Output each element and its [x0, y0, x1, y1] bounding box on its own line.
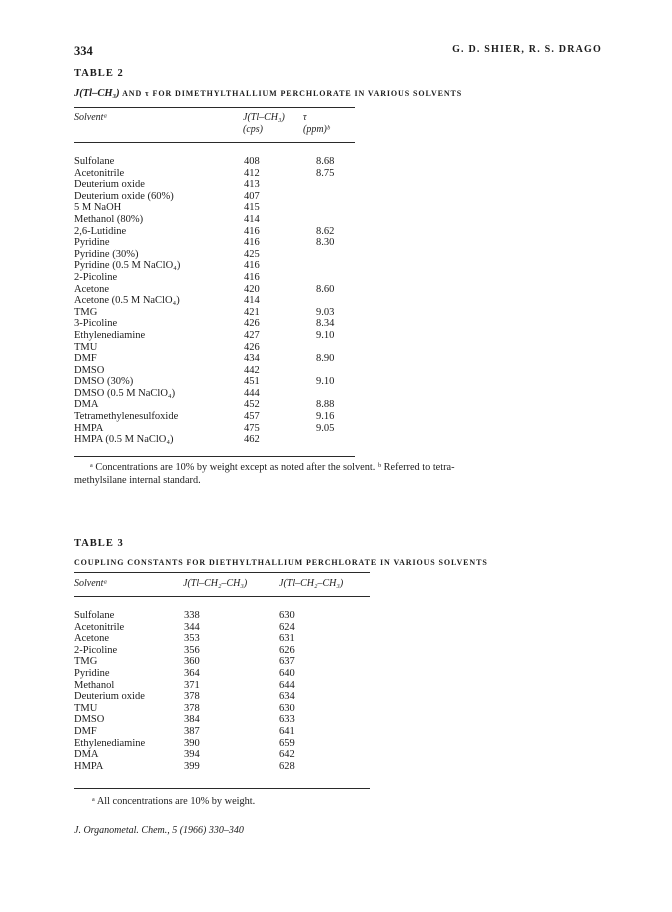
table2-header-coupling	[243, 112, 285, 136]
table2-cell-solvent: Acetone (0.5 M NaClO₄)	[74, 295, 180, 307]
table3-cell-solvent: TMG	[74, 656, 98, 668]
table2-cell-solvent: DMSO	[74, 364, 105, 376]
table3-cell-j1: 387	[184, 725, 200, 737]
table3-cell-solvent: DMF	[74, 725, 97, 737]
journal-citation: J. Organometal. Chem., 5 (1966) 330–340	[74, 825, 244, 836]
table3-cell-j2: 633	[279, 714, 295, 726]
table3-cell-j2: 637	[279, 656, 295, 668]
table2-cell-solvent: DMF	[74, 353, 97, 365]
table2-row	[74, 376, 355, 388]
table3-cell-j1: 360	[184, 656, 200, 668]
table2-cell-j: 414	[244, 213, 260, 225]
table2-body	[74, 156, 355, 446]
table2-row	[74, 272, 355, 284]
table3-cell-solvent: DMA	[74, 749, 99, 761]
table3-cell-j2: 659	[279, 737, 295, 749]
table2-cell-solvent: Pyridine (0.5 M NaClO₄)	[74, 260, 181, 272]
table3-row	[74, 668, 370, 680]
table2-cell-solvent: Acetone	[74, 283, 109, 295]
table2-cell-tau: 8.75	[316, 167, 335, 179]
table2-cell-j: 413	[244, 179, 260, 191]
table2-cell-tau: 9.10	[316, 376, 335, 388]
table2-cell-j: 414	[244, 295, 260, 307]
table2-header-rule	[74, 142, 355, 143]
table2-cell-solvent: TMG	[74, 306, 98, 318]
table2-row	[74, 202, 355, 214]
table3-row	[74, 610, 370, 622]
table3-row	[74, 726, 370, 738]
table2-cell-j: 451	[244, 376, 260, 388]
table3-cell-j2: 640	[279, 667, 295, 679]
table3-row	[74, 761, 370, 773]
table3-header-j1: J(Tl–CH₂–CH₃)	[183, 578, 248, 589]
table2-caption-symbol: J(Tl–CH₃)	[74, 88, 120, 99]
table3-cell-j1: 394	[184, 749, 200, 761]
table3-cell-j1: 378	[184, 691, 200, 703]
table2-header-coupling-name: J(Tl–CH₃)	[243, 112, 285, 123]
table2-cell-solvent: Acetonitrile	[74, 167, 125, 179]
table2-header-tau-unit: (ppm)ᵇ	[303, 124, 330, 135]
table3-header-solvent: Solventᵃ	[74, 578, 108, 589]
table2-cell-solvent: TMU	[74, 341, 98, 353]
table2-cell-j: 416	[244, 225, 260, 237]
table2-row	[74, 330, 355, 342]
table2-cell-tau: 9.16	[316, 411, 335, 423]
table3-cell-solvent: Pyridine	[74, 667, 110, 679]
table3-cell-j1: 353	[184, 633, 200, 645]
table3-caption: COUPLING CONSTANTS FOR DIETHYLTHALLIUM PERCHLORATE IN VARIOUS SOLVENTS	[74, 558, 488, 567]
table2-cell-solvent: DMA	[74, 399, 99, 411]
table2-cell-j: 442	[244, 364, 260, 376]
table2-footnote-line2: methylsilane internal standard.	[74, 474, 201, 486]
table2-cell-j: 416	[244, 237, 260, 249]
table2-cell-j: 426	[244, 341, 260, 353]
table2-cell-j: 434	[244, 353, 260, 365]
table2-cell-tau: 8.68	[316, 156, 335, 167]
table2-row	[74, 399, 355, 411]
table3-cell-j1: 390	[184, 737, 200, 749]
table3-cell-j1: 378	[184, 702, 200, 714]
table2-footnote	[74, 462, 604, 487]
table2-caption-text: AND τ FOR DIMETHYLTHALLIUM PERCHLORATE IN VARIOUS SOLVENTS	[119, 89, 463, 98]
table2-top-rule	[74, 107, 355, 108]
table2-cell-tau: 8.88	[316, 399, 335, 411]
table3-row	[74, 656, 370, 668]
table3-header-j2: J(Tl–CH₂–CH₃)	[279, 578, 344, 589]
table2-cell-solvent: DMSO (0.5 M NaClO₄)	[74, 387, 176, 399]
table2-cell-solvent: Methanol (80%)	[74, 213, 144, 225]
table3-cell-solvent: Sulfolane	[74, 610, 115, 621]
table2-cell-tau: 8.90	[316, 353, 335, 365]
table3-row	[74, 714, 370, 726]
table2-cell-solvent: 3-Picoline	[74, 318, 118, 330]
table3-cell-j1: 364	[184, 667, 200, 679]
table2-cell-tau: 9.05	[316, 422, 335, 434]
table3-cell-j1: 384	[184, 714, 200, 726]
table2-row	[74, 237, 355, 249]
table3-cell-solvent: Acetonitrile	[74, 621, 125, 633]
table2-caption	[74, 88, 462, 99]
table2-header-tau	[303, 112, 330, 136]
table3-row	[74, 680, 370, 692]
table2-cell-solvent: Ethylenediamine	[74, 329, 146, 341]
table3-cell-j1: 356	[184, 644, 200, 656]
table3-row	[74, 703, 370, 715]
table2-cell-j: 427	[244, 329, 260, 341]
table2-row	[74, 318, 355, 330]
table2-cell-solvent: HMPA (0.5 M NaClO₄)	[74, 434, 174, 446]
table3-cell-j2: 628	[279, 760, 295, 772]
table3-cell-j2: 634	[279, 691, 295, 703]
table2-cell-tau: 8.62	[316, 225, 335, 237]
table3-cell-j1: 344	[184, 621, 200, 633]
table2-header-solvent: Solventᵃ	[74, 112, 108, 123]
table2-cell-tau: 9.03	[316, 306, 335, 318]
table2-cell-j: 412	[244, 167, 260, 179]
table2-header-tau-name: τ	[303, 112, 307, 123]
table3-cell-solvent: DMSO	[74, 714, 105, 726]
table3-cell-solvent: TMU	[74, 702, 98, 714]
table2-cell-tau: 8.30	[316, 237, 335, 249]
table3-cell-solvent: 2-Picoline	[74, 644, 118, 656]
table2-cell-solvent: Deuterium oxide (60%)	[74, 190, 174, 202]
table2-cell-j: 420	[244, 283, 260, 295]
table3-label: TABLE 3	[74, 538, 124, 549]
table2-row	[74, 434, 355, 446]
running-head-authors: G. D. SHIER, R. S. DRAGO	[452, 44, 602, 55]
table2-cell-solvent: DMSO (30%)	[74, 376, 134, 388]
table2-row	[74, 365, 355, 377]
table3-top-rule	[74, 572, 370, 573]
table2-footnote-line1: ᵃ Concentrations are 10% by weight except as noted after the solvent. ᵇ Referred to tetra-	[90, 462, 455, 473]
table2-cell-j: 426	[244, 318, 260, 330]
table2-bottom-rule	[74, 456, 355, 457]
table2-cell-j: 457	[244, 411, 260, 423]
table2-cell-solvent: Tetramethylenesulfoxide	[74, 411, 179, 423]
table2-cell-j: 407	[244, 190, 260, 202]
table2-cell-j: 462	[244, 434, 260, 446]
table3-footnote: ᵃ All concentrations are 10% by weight.	[92, 796, 256, 807]
table2-cell-j: 475	[244, 422, 260, 434]
table3-cell-solvent: Acetone	[74, 633, 109, 645]
table2-row	[74, 423, 355, 435]
table3-cell-j2: 631	[279, 633, 295, 645]
table2-cell-tau: 8.60	[316, 283, 335, 295]
table2-cell-solvent: Deuterium oxide	[74, 179, 145, 191]
table2-row	[74, 214, 355, 226]
table2-cell-solvent: Sulfolane	[74, 156, 115, 167]
table3-row	[74, 691, 370, 703]
table2-cell-j: 444	[244, 387, 260, 399]
table3-cell-j2: 626	[279, 644, 295, 656]
table3-row	[74, 622, 370, 634]
table2-row	[74, 295, 355, 307]
table2-cell-solvent: Pyridine (30%)	[74, 248, 139, 260]
table2-cell-j: 415	[244, 202, 260, 214]
table3-cell-j2: 630	[279, 610, 295, 621]
table3-row	[74, 633, 370, 645]
table2-label: TABLE 2	[74, 68, 124, 79]
table2-cell-solvent: 2,6-Lutidine	[74, 225, 127, 237]
table3-cell-j1: 371	[184, 679, 200, 691]
page-number: 334	[74, 44, 93, 58]
table3-cell-j2: 624	[279, 621, 295, 633]
table2-cell-tau: 8.34	[316, 318, 335, 330]
table3-cell-j1: 399	[184, 760, 200, 772]
table2-row	[74, 284, 355, 296]
table3-cell-j2: 641	[279, 725, 295, 737]
table2-row	[74, 168, 355, 180]
table2-cell-j: 452	[244, 399, 260, 411]
table3-cell-j1: 338	[184, 610, 200, 621]
table2-cell-solvent: HMPA	[74, 422, 104, 434]
table3-cell-solvent: Ethylenediamine	[74, 737, 146, 749]
table2-row	[74, 226, 355, 238]
table2-cell-tau: 9.10	[316, 329, 335, 341]
table3-cell-j2: 644	[279, 679, 295, 691]
table3-cell-solvent: Deuterium oxide	[74, 691, 145, 703]
table2-row	[74, 411, 355, 423]
table2-cell-j: 408	[244, 156, 260, 167]
table3-row	[74, 738, 370, 750]
table3-cell-solvent: Methanol	[74, 679, 115, 691]
table3-cell-solvent: HMPA	[74, 760, 104, 772]
table3-header-rule	[74, 596, 370, 597]
table2-row	[74, 342, 355, 354]
table2-row	[74, 156, 355, 168]
table2-cell-j: 425	[244, 248, 260, 260]
table3-body	[74, 610, 370, 772]
table2-header-coupling-unit: (cps)	[243, 124, 263, 135]
table3-cell-j2: 630	[279, 702, 295, 714]
table2-row	[74, 179, 355, 191]
table2-row	[74, 191, 355, 203]
table2-row	[74, 353, 355, 365]
table2-row	[74, 260, 355, 272]
table2-cell-j: 416	[244, 271, 260, 283]
table2-row	[74, 307, 355, 319]
table2-row	[74, 388, 355, 400]
table3-cell-j2: 642	[279, 749, 295, 761]
table3-row	[74, 749, 370, 761]
table2-cell-j: 421	[244, 306, 260, 318]
table2-cell-solvent: 2-Picoline	[74, 271, 118, 283]
table3-row	[74, 645, 370, 657]
table3-bottom-rule	[74, 788, 370, 789]
table2-cell-solvent: 5 M NaOH	[74, 202, 122, 214]
table2-cell-solvent: Pyridine	[74, 237, 110, 249]
table2-row	[74, 249, 355, 261]
table2-cell-j: 416	[244, 260, 260, 272]
